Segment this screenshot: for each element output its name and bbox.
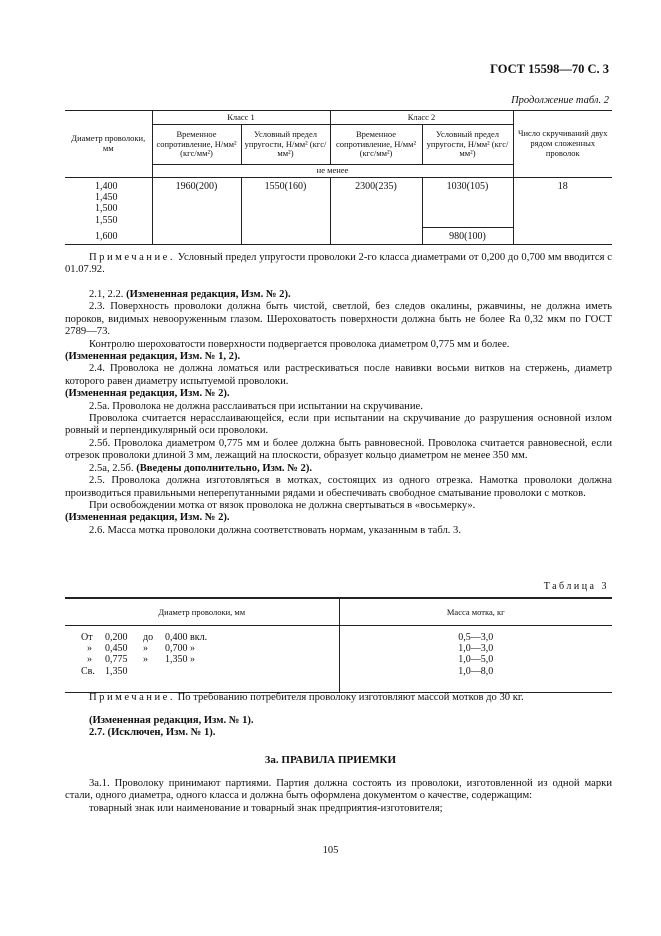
range-from: 0,775 [105, 654, 128, 666]
range-from: 0,200 [105, 632, 128, 643]
range-prefix: » [87, 643, 92, 655]
c1-strength-header: Временное сопротивление, Н/мм² (кгс/мм²) [152, 125, 241, 165]
mass-values [339, 626, 612, 693]
para-number: 2.1, 2.2. [89, 289, 124, 300]
not-less-label: не менее [152, 165, 513, 178]
para-2-3: 2.3. Поверхность проволоки должна быть чистой, светлой, без следов окалины, ржавчины, не должна иметь пороков, видимых невооруженным глазом. Шероховатость поверхности должна быть не более Ra 0,32 мкм по ГОСТ 2789—73. [65, 301, 612, 338]
c1-strength-value: 1960(200) [152, 178, 241, 228]
table-2 [65, 110, 612, 245]
table-3-caption: Таблица 3 [543, 581, 609, 592]
section-text [65, 778, 612, 815]
mass-value: 1,0—5,0 [458, 654, 494, 666]
para-number: 2.5а, 2.5б. [89, 462, 134, 474]
c2-strength-header: Временное сопротивление, Н/мм² (кгс/мм²) [330, 125, 422, 165]
para-coil-release: При освобождении мотка от вязок проволока не должна свертываться в «восьмерку». [89, 499, 476, 511]
para-2-4: 2.4. Проволока не должна ломаться или растрескиваться после навивки восьми витков на стержень, диаметр которого равен диаметру испытуемой проволоки. [65, 363, 612, 387]
note-1 [65, 252, 612, 277]
amendment-note: (Измененная редакция, Изм. № 2). [126, 289, 291, 300]
range-to: 0,400 вкл. [165, 632, 208, 643]
class1-header: Класс 1 [152, 111, 330, 125]
col-twist-header: Число скручиваний двух рядом сложенных проволок [513, 111, 612, 178]
range-to-word: до [143, 632, 154, 643]
amendment-note: (Измененная редакция, Изм. № 1). [89, 715, 254, 726]
col-mass-header: Масса мотка, кг [339, 598, 612, 626]
range-prefix: От [81, 632, 93, 643]
c1-yield-value: 1550(160) [241, 178, 330, 228]
para-2-5: 2.5. Проволока должна изготовляться в мотках, состоящих из одного отрезка. Намотка проволоки должна производиться правильными неперепутанными рядами и обеспечивать свободное сматывание проволоки с мотков. [65, 475, 612, 499]
para-trademark: товарный знак или наименование и товарный знак предприятия-изготовителя; [89, 802, 443, 814]
c2-yield-value: 1030(105) [422, 178, 513, 228]
diameter-values: 1,400 1,450 1,500 1,550 [65, 178, 152, 228]
para-3a-1: 3а.1. Проволоку принимают партиями. Партия должна состоять из проволоки, изготовленной из одной марки стали, одного диаметра, одного класса и должна быть оформлена документом о качестве, содержащим: [65, 778, 612, 802]
para-delamination: Проволока считается нерасслаивающейся, если при испытании на скручивание до разрушения основной излом ровный и перпендикулярный оси проволоки. [65, 413, 612, 437]
range-to-word: » [143, 654, 148, 666]
document-code: ГОСТ 15598—70 С. 3 [490, 62, 609, 76]
class2-header: Класс 2 [330, 111, 513, 125]
para-2-5a: 2.5а. Проволока не должна расслаиваться при испытании на скручивание. [89, 400, 423, 412]
note-text: Условный предел упругости проволоки 2-го класса диаметрами от 0,200 до 0,700 мм вводится с 01.07.92. [65, 252, 612, 276]
amendment-note: (Измененная редакция, Изм. № 2). [65, 388, 230, 400]
mass-value: 1,0—8,0 [458, 665, 494, 677]
note-2 [65, 692, 612, 704]
para-roughness: Контролю шероховатости поверхности подвергается проволока диаметром 0,775 мм и более. [89, 338, 510, 350]
amendment-note: (Измененная редакция, Изм. № 2). [65, 512, 230, 524]
twist-blank [513, 228, 612, 245]
c2-yield-last-value: 980(100) [422, 228, 513, 245]
twist-value: 18 [513, 178, 612, 228]
amendment-note: (Измененная редакция, Изм. № 1, 2). [65, 351, 241, 363]
c1-yield-header: Условный предел упругости, Н/мм² (кгс/мм²) [241, 125, 330, 165]
c1-blank [152, 228, 241, 245]
range-to: 1,350 » [165, 654, 195, 666]
note-label: Примечание. [89, 252, 175, 263]
note-text: По требованию потребителя проволоку изготовляют массой мотков до 30 кг. [177, 692, 524, 703]
para-2-7-excluded: 2.7. (Исключен, Изм. № 1). [89, 727, 216, 739]
para-2-6: 2.6. Масса мотка проволоки должна соответствовать нормам, указанным в табл. 3. [89, 524, 461, 536]
section-heading: 3а. ПРАВИЛА ПРИЕМКИ [264, 754, 397, 766]
c1-blank [241, 228, 330, 245]
range-from: 0,450 [105, 643, 128, 655]
diameter-last-value: 1,600 [65, 228, 152, 245]
table-3 [65, 597, 612, 693]
note-label: Примечание. [89, 692, 175, 703]
range-to-word: » [143, 643, 148, 655]
c2-strength-value: 2300(235) [330, 178, 422, 228]
amendment-note: (Введены дополнительно, Изм. № 2). [136, 462, 312, 474]
diameter-ranges [65, 626, 339, 693]
c2-yield-header: Условный предел упругости, Н/мм² (кгс/мм²) [422, 125, 513, 165]
mass-value: 0,5—3,0 [458, 632, 494, 643]
page-number: 105 [322, 845, 339, 856]
mass-value: 1,0—3,0 [458, 643, 494, 655]
body-text [65, 289, 612, 537]
range-to: 0,700 » [165, 643, 195, 655]
col-diameter-header: Диаметр проволоки, мм [65, 111, 152, 178]
table-continuation-label: Продолжение табл. 2 [511, 95, 609, 106]
para-2-5b: 2.5б. Проволока диаметром 0,775 мм и более должна быть равновесной. Проволока считается равновесной, если отрезок проволоки длиной 3 мм, лежащий на плоскости, образует кольцо диаметром не менее 350 мм. [65, 437, 612, 462]
amendments-block [65, 715, 612, 740]
c2-blank [330, 228, 422, 245]
col-diameter-header: Диаметр проволоки, мм [65, 598, 339, 626]
range-prefix: Св. [81, 665, 95, 677]
range-from: 1,350 [105, 665, 128, 677]
range-prefix: » [87, 654, 92, 666]
